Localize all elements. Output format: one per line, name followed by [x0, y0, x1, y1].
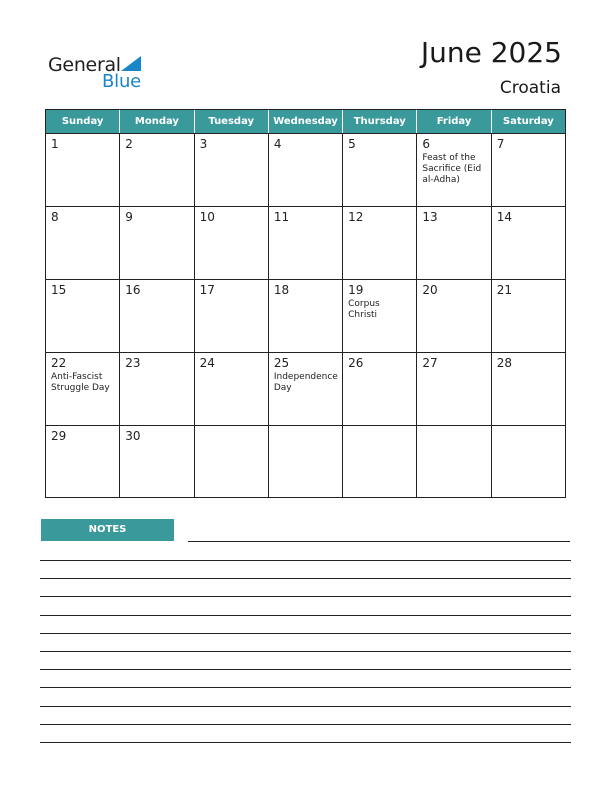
day-number: 15 [51, 283, 67, 297]
weekday-tuesday: Tuesday [195, 110, 269, 133]
day-cell [269, 353, 343, 425]
notes-line [40, 596, 571, 597]
day-cell [120, 207, 194, 279]
day-cell [195, 426, 269, 498]
holiday-label: Anti-Fascist Struggle Day [51, 372, 110, 393]
day-cell [269, 280, 343, 352]
day-number: 24 [199, 356, 215, 370]
holiday-label: Feast of the Sacrifice (Eid al-Adha) [422, 153, 482, 185]
day-cell [46, 353, 120, 425]
notes-label: NOTES [41, 519, 174, 541]
day-cell [120, 426, 194, 498]
day-cell [343, 207, 417, 279]
day-cell [120, 134, 194, 206]
day-cell [492, 207, 565, 279]
day-cell [492, 426, 565, 498]
notes-line [40, 578, 571, 579]
day-number: 22 [51, 356, 67, 370]
notes-line [40, 560, 571, 561]
day-cell [417, 134, 491, 206]
day-cell [269, 207, 343, 279]
day-cell [343, 134, 417, 206]
weekday-friday: Friday [417, 110, 491, 133]
day-cell [269, 426, 343, 498]
day-number: 18 [273, 283, 290, 297]
day-number: 20 [422, 283, 438, 297]
weekday-thursday: Thursday [343, 110, 417, 133]
notes-line [40, 742, 571, 743]
logo [48, 52, 158, 92]
day-cell [492, 353, 565, 425]
day-number: 1 [51, 137, 59, 151]
weekday-wednesday: Wednesday [269, 110, 343, 133]
day-number: 26 [348, 356, 364, 370]
day-cell [120, 280, 194, 352]
day-number: 4 [273, 137, 282, 151]
weekday-saturday: Saturday [502, 116, 554, 127]
notes-line [40, 669, 571, 670]
holiday-label: Corpus Christi [348, 299, 380, 320]
day-cell [417, 207, 491, 279]
day-cell [46, 280, 120, 352]
logo-triangle-icon [121, 56, 141, 71]
notes-line [40, 724, 571, 725]
day-number: 2 [125, 137, 133, 151]
calendar-week-row [46, 133, 565, 206]
day-number: 27 [422, 356, 438, 370]
weekday-monday: Monday [120, 110, 194, 133]
day-cell [492, 280, 565, 352]
day-cell [195, 207, 269, 279]
notes-line [40, 651, 571, 652]
notes-line [188, 541, 570, 542]
day-cell [269, 134, 343, 206]
notes-line [40, 687, 571, 688]
day-number: 29 [51, 429, 67, 443]
day-cell [46, 207, 120, 279]
logo-general-text: General [48, 54, 121, 76]
day-number: 21 [496, 283, 512, 297]
day-number: 19 [348, 283, 364, 297]
calendar-grid [45, 109, 566, 498]
calendar-week-row [46, 279, 565, 352]
day-number: 25 [273, 356, 290, 370]
day-cell [46, 134, 120, 206]
day-cell [195, 353, 269, 425]
day-number: 8 [51, 210, 59, 224]
day-cell [343, 353, 417, 425]
calendar-week-row [46, 425, 565, 498]
day-number: 6 [422, 137, 431, 151]
day-cell [417, 353, 491, 425]
day-number: 3 [199, 137, 208, 151]
day-number: 17 [199, 283, 215, 297]
logo-blue-text: Blue [102, 71, 142, 92]
calendar-week-row [46, 206, 565, 279]
day-number: 23 [125, 356, 141, 370]
day-number: 5 [348, 137, 356, 151]
day-cell [195, 280, 269, 352]
day-number: 30 [125, 429, 141, 443]
holiday-label: Independence Day [273, 372, 338, 393]
day-number: 28 [496, 356, 512, 370]
day-number: 14 [496, 210, 512, 224]
notes-line [40, 633, 571, 634]
weekday-header [46, 110, 565, 133]
day-number: 7 [496, 137, 505, 151]
weekday-sunday: Sunday [46, 110, 120, 133]
day-cell [46, 426, 120, 498]
notes-line [40, 615, 571, 616]
calendar-week-row [46, 352, 565, 425]
day-cell [343, 280, 417, 352]
day-cell [195, 134, 269, 206]
day-number: 9 [125, 210, 133, 224]
day-cell [120, 353, 194, 425]
page-title: June 2025 [420, 36, 562, 69]
notes-line [40, 706, 571, 707]
day-number: 13 [422, 210, 438, 224]
day-cell [417, 280, 491, 352]
day-number: 16 [125, 283, 141, 297]
day-cell [492, 134, 565, 206]
day-number: 12 [348, 210, 364, 224]
country-subtitle: Croatia [499, 78, 561, 98]
day-cell [343, 426, 417, 498]
day-cell [417, 426, 491, 498]
day-number: 10 [199, 210, 215, 224]
day-number: 11 [273, 210, 290, 224]
